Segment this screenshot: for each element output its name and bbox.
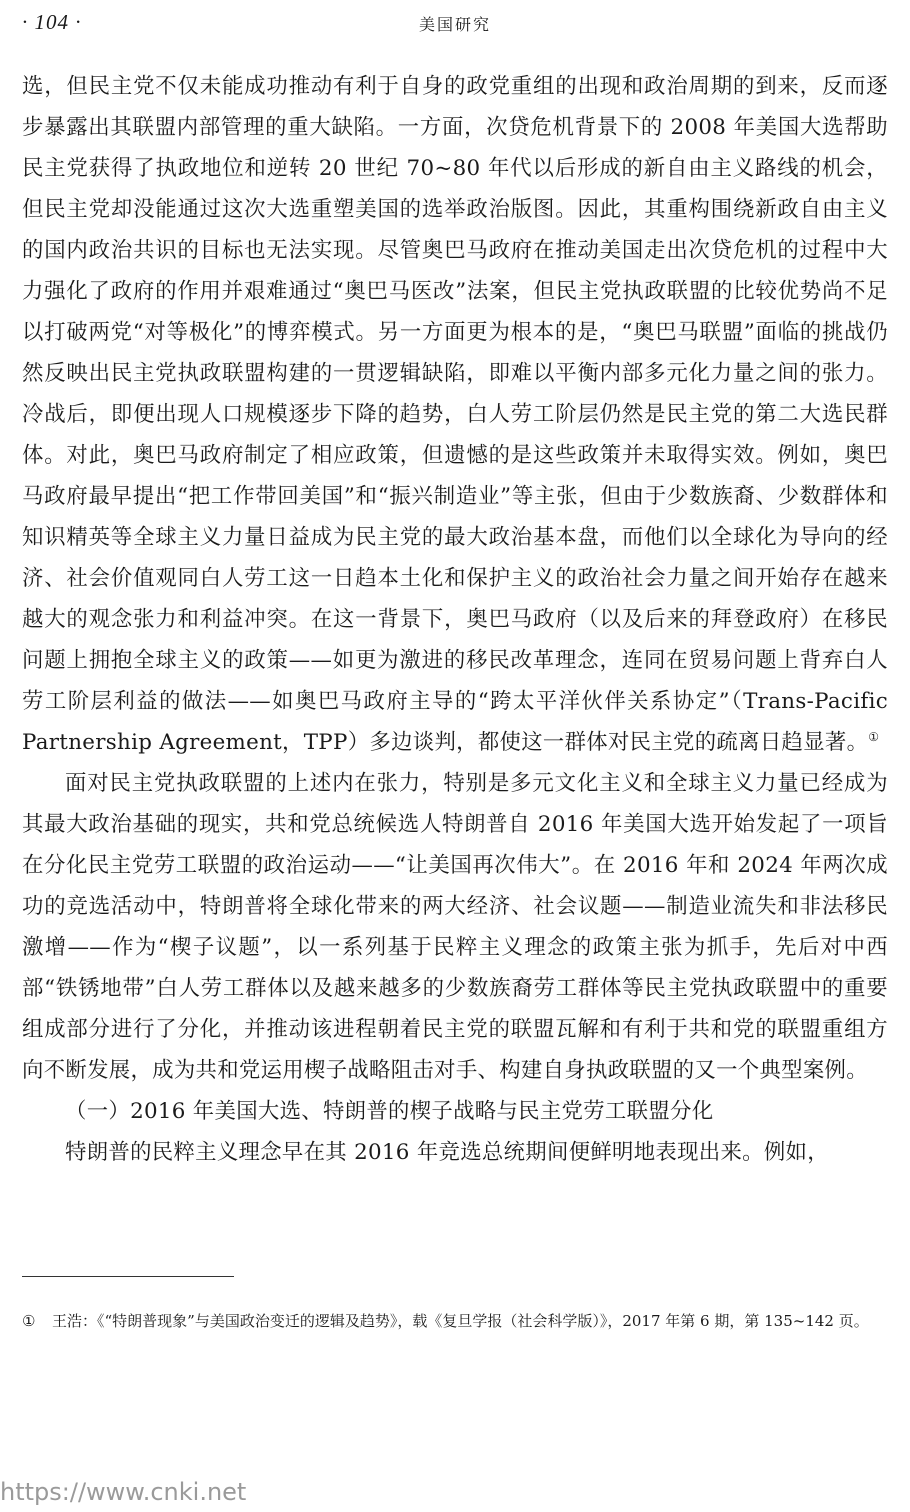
paragraph-continued	[22, 66, 888, 763]
running-head: 美国研究	[418, 15, 491, 34]
footnote-mark: ①	[22, 1312, 36, 1330]
paragraph-text: 选，但民主党不仅未能成功推动有利于自身的政党重组的出现和政治周期的到来，反而逐步暴露出其联盟内部管理的重大缺陷。一方面，次贷危机背景下的 2008 年美国大选帮助民主党获得了执政地位和逆转 20 世纪 70~80 年代以后形成的新自由主义路线的机会，但民主党却没能通过这次大选重塑美国的选举政治版图。因此，其重构围绕新政自由主义的国内政治共识的目标也无法实现。尽管奥巴马政府在推动美国走出次贷危机的过程中大力强化了政府的作用并艰难通过“奥巴马医改”法案，但民主党执政联盟的比较优势尚不足以打破两党“对等极化”的博弈模式。另一方面更为根本的是，“奥巴马联盟”面临的挑战仍然反映出民主党执政联盟构建的一贯逻辑缺陷，即难以平衡内部多元化力量之间的张力。冷战后，即便出现人口规模逐步下降的趋势，白人劳工阶层仍然是民主党的第二大选民群体。对此，奥巴马政府制定了相应政策，但遗憾的是这些政策并未取得实效。例如，奥巴马政府最早提出“把工作带回美国”和“振兴制造业”等主张，但由于少数族裔、少数群体和知识精英等全球主义力量日益成为民主党的最大政治基本盘，而他们以全球化为导向的经济、社会价值观同白人劳工这一日趋本土化和保护主义的政治社会力量之间开始存在越来越大的观念张力和利益冲突。在这一背景下，奥巴马政府（以及后来的拜登政府）在移民问题上拥抱全球主义的政策——如更为激进的移民改革理念，连同在贸易问题上背弃白人劳工阶层利益的做法——如奥巴马政府主导的“跨太平洋伙伴关系协定”（Trans-Pacific Partnership Agreement，TPP）多边谈判，都使这一群体对民主党的疏离日趋显著。	[22, 74, 888, 755]
paragraph: 特朗普的民粹主义理念早在其 2016 年竞选总统期间便鲜明地表现出来。例如，	[65, 1140, 829, 1165]
footnote-text: 王浩：《“特朗普现象”与美国政治变迁的逻辑及趋势》，载《复旦学报（社会科学版）》，2017 年第 6 期，第 135~142 页。	[52, 1312, 869, 1330]
page-number: · 104 ·	[22, 10, 82, 34]
footnote-divider	[22, 1276, 234, 1277]
section-heading: （一）2016 年美国大选、特朗普的楔子战略与民主党劳工联盟分化	[65, 1099, 714, 1124]
footnote	[22, 1307, 888, 1336]
paragraph: 面对民主党执政联盟的上述内在张力，特别是多元文化主义和全球主义力量已经成为其最大政治基础的现实，共和党总统候选人特朗普自 2016 年美国大选开始发起了一项旨在分化民主党劳工联盟的政治运动——“让美国再次伟大”。在 2016 年和 2024 年两次成功的竞选活动中，特朗普将全球化带来的两大经济、社会议题——制造业流失和非法移民激增——作为“楔子议题”，以一系列基于民粹主义理念的政策主张为抓手，先后对中西部“铁锈地带”白人劳工群体以及越来越多的少数族裔劳工群体等民主党执政联盟中的重要组成部分进行了分化，并推动该进程朝着民主党的联盟瓦解和有利于共和党的联盟重组方向不断发展，成为共和党运用楔子战略阻击对手、构建自身执政联盟的又一个典型案例。	[22, 771, 888, 1083]
body-text	[22, 66, 888, 1173]
page-header	[22, 10, 888, 38]
footnote-reference[interactable]: ①	[868, 729, 880, 744]
source-watermark: https://www.cnki.net	[0, 1478, 247, 1506]
